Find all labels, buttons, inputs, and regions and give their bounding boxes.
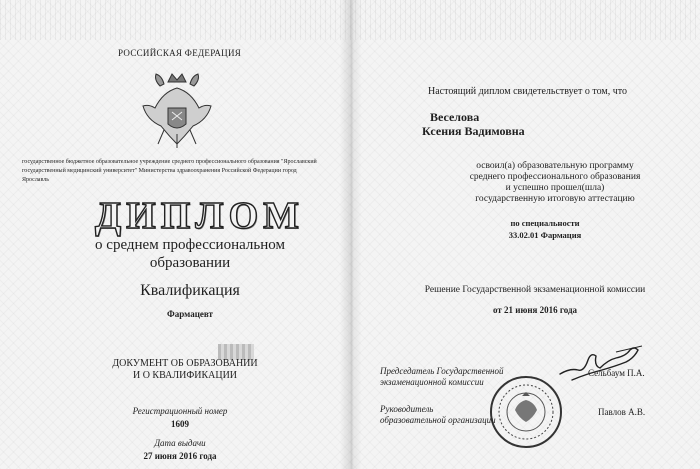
commission-chair-label: [380, 366, 530, 388]
program-statement: [440, 161, 670, 205]
diploma-title: ДИПЛОМ: [95, 195, 304, 237]
head-label-line-1: Руководитель: [380, 404, 434, 414]
registration-number: 1609: [171, 419, 189, 429]
program-statement-line-3: и успешно прошел(шла): [505, 183, 605, 193]
graduate-given-names: Ксения Вадимовна: [422, 124, 525, 138]
qualification-value: Фармацевт: [167, 309, 213, 319]
country-heading: РОССИЙСКАЯ ФЕДЕРАЦИЯ: [118, 48, 242, 58]
program-statement-line-2: среднего профессионального образования: [469, 172, 641, 182]
institution-name: государственное бюджетное образовательное учреждение среднего профессионального образования "Ярославский государственный медицинский университет" Министерства здравоохранения Российской Федерации город Ярославль: [22, 159, 317, 183]
diploma-subtitle: [85, 236, 295, 272]
chair-label-line-2: экзаменационной комиссии: [380, 377, 484, 387]
graduate-surname: Веселова: [430, 110, 480, 124]
issue-date-label: Дата выдачи: [154, 438, 206, 448]
issue-date: 27 июня 2016 года: [143, 451, 217, 461]
coat-of-arms-emblem: [138, 68, 216, 152]
chair-signature: [556, 344, 656, 384]
organization-head-name: Павлов А.В.: [598, 407, 646, 417]
commission-chair-name: Сельбаум П.А.: [588, 368, 645, 378]
registration-label: Регистрационный номер: [132, 406, 228, 416]
program-statement-line-1: освоил(а) образовательную программу: [476, 161, 634, 171]
subtitle-line-1: о среднем профессиональном: [95, 237, 285, 253]
head-label-line-2: образовательной организации: [380, 415, 496, 425]
commission-decision: Решение Государственной экзаменационной комиссии: [424, 285, 646, 295]
specialty-value: 33.02.01 Фармация: [508, 230, 582, 240]
certify-text: Настоящий диплом свидетельствует о том, что: [428, 86, 627, 97]
chair-label-line-1: Председатель Государственной: [380, 366, 504, 376]
qualification-label: Квалификация: [140, 282, 240, 299]
subtitle-line-2: образовании: [149, 255, 231, 271]
document-type-line-2: И О КВАЛИФИКАЦИИ: [132, 370, 238, 381]
program-statement-line-4: государственную итоговую аттестацию: [475, 194, 635, 204]
specialty-label: по специальности: [510, 218, 580, 228]
document-type: [100, 358, 270, 382]
right-page: [350, 0, 700, 469]
decision-date: от 21 июня 2016 года: [492, 305, 578, 315]
document-type-line-1: ДОКУМЕНТ ОБ ОБРАЗОВАНИИ: [112, 358, 258, 369]
organization-head-label: [380, 404, 530, 426]
